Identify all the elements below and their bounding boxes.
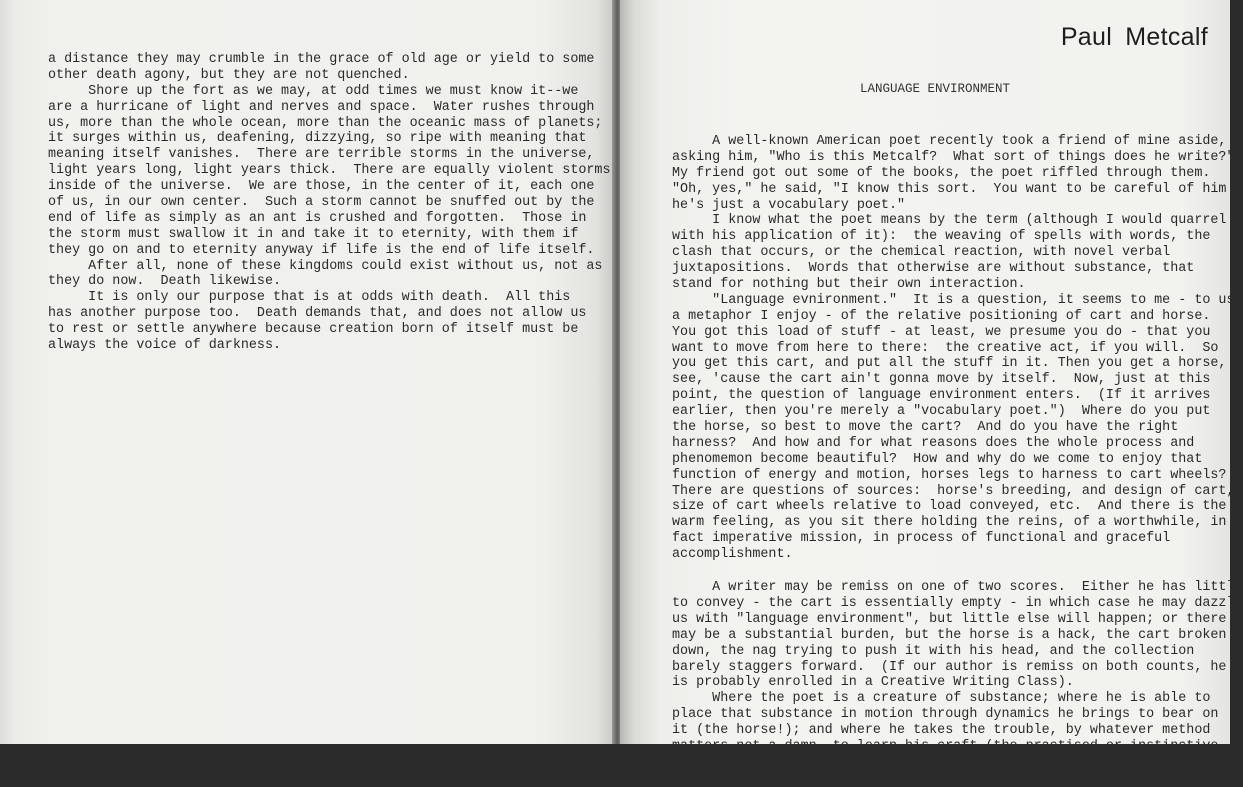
left-text-line: other death agony, but they are not quenched.	[48, 67, 410, 83]
right-text-line: it (the horse!); and where he takes the trouble, by whatever method	[672, 723, 1211, 739]
left-text-line: a distance they may crumble in the grace of old age or yield to some	[48, 52, 595, 67]
right-text-line: place that substance in motion through dynamics he brings to bear on	[672, 707, 1219, 723]
right-text-line: us with "language environment", but little else will happen; or there	[672, 611, 1227, 627]
right-text-line: fact imperative mission, in process of functional and graceful	[672, 531, 1171, 547]
right-text-line: asking him, "Who is this Metcalf? What sort of things does he write?"	[672, 149, 1235, 165]
right-text-line: warm feeling, as you sit there holding the reins, of a worthwhile, in	[672, 515, 1227, 531]
author-name: Paul Metcalf	[1060, 23, 1208, 51]
left-text-line: end of life as simply as an ant is crushed and forgotten. Those in	[48, 210, 587, 226]
right-text-line: size of cart wheels relative to load conveyed, etc. And there is the	[672, 499, 1227, 515]
right-text-line: is probably enrolled in a Creative Writing Class).	[672, 675, 1074, 691]
right-text-line: he's just a vocabulary poet."	[672, 197, 906, 213]
left-text-line: has another purpose too. Death demands that, and does not allow us	[48, 306, 587, 322]
paragraph-group-1	[672, 134, 1243, 563]
right-text-line: I know what the poet means by the term (although I would quarrel	[672, 213, 1227, 229]
left-text-line: they do now. Death likewise.	[48, 274, 282, 290]
right-text-line: eye that breeds the horse, designs the cart, selects the harness) -	[672, 754, 1211, 770]
right-text-line: clash that occurs, or the chemical reaction, with novel verbal	[672, 245, 1171, 261]
left-text-line: of us, in our own center. Such a storm cannot be snuffed out by the	[48, 195, 595, 211]
section-title: LANGUAGE ENVIRONMENT	[860, 82, 1011, 96]
right-text-line: There are questions of sources: horse's breeding, and design of cart,	[672, 483, 1235, 499]
right-text-line: A well-known American poet recently took a friend of mine aside,	[672, 134, 1227, 149]
right-text-line: see, 'cause the cart ain't gonna move by itself. Now, just at this	[672, 372, 1211, 388]
right-text-line: "Language evnironment." It is a question, it seems to me - to use	[672, 292, 1243, 308]
right-text-line: earlier, then you're merely a "vocabulary poet.") Where do you put	[672, 404, 1211, 420]
right-text-line: then we have poetry, Olson is probably right when he says that we live	[672, 770, 1235, 786]
right-text-line: may be a substantial burden, but the horse is a hack, the cart broken	[672, 627, 1227, 643]
paragraph-gap	[672, 563, 1207, 580]
left-text-line: inside of the universe. We are those, in the center of it, each one	[48, 179, 595, 195]
left-text-line: It is only our purpose that is at odds with death. All this	[48, 290, 571, 306]
right-text-line: My friend got out some of the books, the poet riffled through them.	[672, 165, 1211, 181]
right-text-line: down, the nag trying to push it with his head, and the collection	[672, 643, 1195, 659]
right-text-line: with his application of it): the weaving of spells with words, the	[672, 229, 1211, 245]
right-page	[620, 0, 1243, 786]
right-text-line: Where the poet is a creature of substance; where he is able to	[672, 691, 1211, 707]
left-text-line: Shore up the fort as we may, at odd times we must know it--we	[48, 83, 579, 99]
right-text-line: function of energy and motion, horses legs to harness to cart wheels?	[672, 467, 1227, 483]
right-text-line: a metaphor I enjoy - of the relative positioning of cart and horse.	[672, 308, 1211, 324]
left-text-line: always the voice of darkness.	[48, 338, 282, 354]
right-text-line: harness? And how and for what reasons does the whole process and	[672, 435, 1195, 451]
right-text-line: point, the question of language environment enters. (If it arrives	[672, 388, 1211, 404]
left-page	[0, 0, 614, 744]
right-text-line: matters not a damn, to learn his craft (the practised or instinctive	[672, 738, 1219, 754]
right-text-line: "Oh, yes," he said, "I know this sort. You want to be careful of him -	[672, 181, 1243, 197]
right-text-line: juxtapositions. Words that otherwise are without substance, that	[672, 261, 1195, 277]
left-text-line: light years long, light years thick. There are equally violent storms	[48, 163, 611, 179]
left-text-line: us, more than the whole ocean, more than the oceanic mass of planets;	[48, 115, 603, 131]
right-text-line: to convey - the cart is essentially empty - in which case he may dazzle	[672, 595, 1243, 611]
right-text-line: phenomemon become beautiful? How and why do we come to enjoy that	[672, 451, 1203, 467]
right-text-line: you get this cart, and put all the stuff in it. Then you get a horse,	[672, 356, 1227, 372]
right-page-text	[672, 134, 1243, 787]
left-text-line: to rest or settle anywhere because creation born of itself must be	[48, 322, 579, 338]
left-page-text	[48, 52, 611, 354]
right-text-line: want to move from here to there: the creative act, if you will. So	[672, 340, 1219, 356]
left-text-line: After all, none of these kingdoms could exist without us, not as	[48, 258, 603, 274]
right-text-line: stand for nothing but their own interaction.	[672, 277, 1026, 293]
right-text-line: A writer may be remiss on one of two scores. Either he has little	[672, 580, 1243, 596]
left-text-line: it surges within us, deafening, dizzying, so ripe with meaning that	[48, 131, 587, 147]
left-text-line: they go on and to eternity anyway if life is the end of life itself.	[48, 242, 595, 258]
left-text-line: the storm must swallow it in and take it to eternity, with them if	[48, 226, 579, 242]
paragraph-group-2	[672, 580, 1243, 787]
left-text-line: meaning itself vanishes. There are terrible storms in the universe,	[48, 147, 595, 163]
left-text-line: are a hurricane of light and nerves and space. Water rushes through	[48, 99, 595, 115]
right-text-line: the horse, so best to move the cart? And do you have the right	[672, 420, 1179, 436]
right-text-line: accomplishment.	[672, 547, 793, 563]
right-text-line: You got this load of stuff - at least, we presume you do - that you	[672, 324, 1211, 340]
right-text-line: barely staggers forward. (If our author is remiss on both counts, he	[672, 659, 1227, 675]
